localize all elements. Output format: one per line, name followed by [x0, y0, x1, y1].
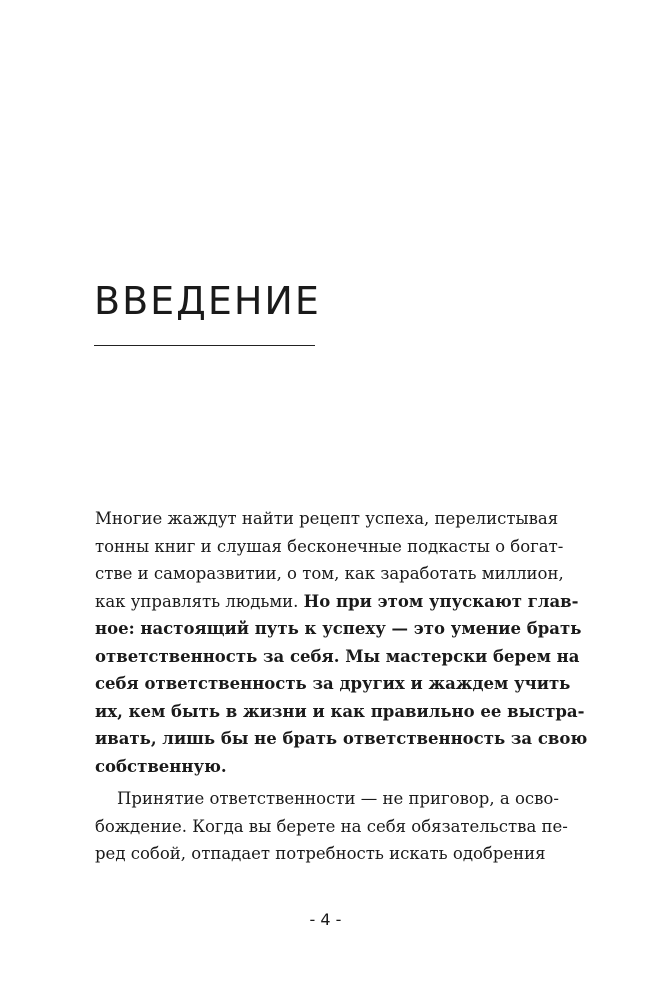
text-run: бождение. Когда вы берете на себя обязательства пе-	[95, 816, 568, 836]
text-line	[95, 643, 580, 671]
text-line	[95, 725, 588, 753]
text-run: стве и саморазвитии, о том, как заработать миллион,	[95, 564, 564, 583]
text-line	[95, 533, 564, 561]
text-run: тонны книг и слушая бесконечные подкасты о богат-	[95, 536, 564, 556]
text-line	[95, 698, 585, 726]
bold-text-run: их, кем быть в жизни и как правильно ее выстра-	[95, 701, 585, 721]
text-run: Многие жаждут найти рецепт успеха, перелистывая	[95, 509, 559, 528]
paragraph	[95, 785, 568, 868]
text-line	[95, 840, 557, 868]
bold-text-run: ивать, лишь бы не брать ответственность за свою	[95, 729, 588, 748]
text-line	[95, 813, 568, 841]
text-line	[95, 560, 564, 588]
bold-text-run: Но при этом упускают глав-	[303, 591, 579, 611]
text-line	[95, 753, 557, 781]
bold-text-run: собственную.	[95, 756, 227, 776]
paragraph	[95, 505, 588, 780]
chapter-title: ВВЕДЕНИЕ	[94, 279, 321, 323]
text-line	[95, 505, 557, 533]
page-number: - 4 -	[309, 910, 342, 929]
body-text	[95, 505, 588, 868]
text-run: ред собой, отпадает потребность искать одобрения	[95, 844, 546, 863]
bold-text-run: себя ответственность за других и жаждем учить	[95, 674, 571, 693]
title-underline-rule	[94, 345, 315, 346]
text-run: как управлять людьми.	[95, 591, 304, 611]
text-line	[95, 785, 557, 813]
text-line	[95, 615, 582, 643]
text-line	[95, 670, 571, 698]
text-run: Принятие ответственности — не приговор, а осво-	[117, 789, 559, 808]
bold-text-run: ное: настоящий путь к успеху — это умение брать	[95, 619, 582, 638]
bold-text-run: ответственность за себя. Мы мастерски берем на	[95, 646, 580, 666]
text-line	[95, 588, 579, 616]
